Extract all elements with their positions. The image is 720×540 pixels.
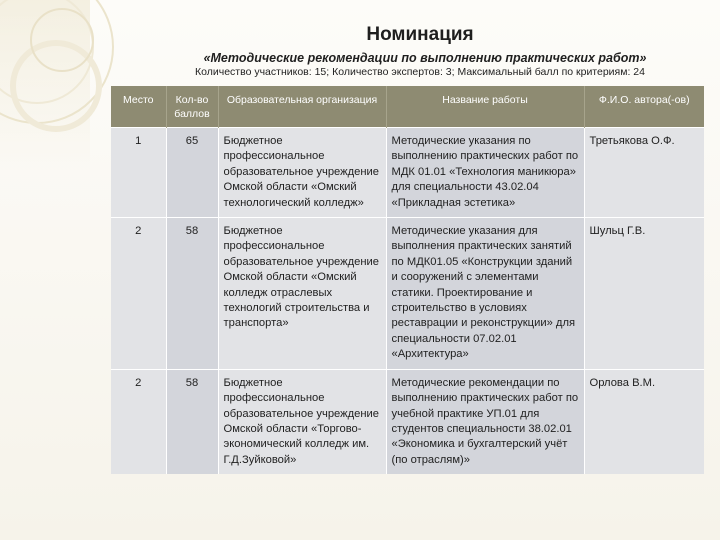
cell-author: Орлова В.М.: [584, 369, 704, 474]
cell-work: Методические рекомендации по выполнению практических работ по учебной практике УП.01 для студентов специальности 38.02.01 «Экономика и бухгалтерский учёт (по отраслям)»: [386, 369, 584, 474]
cell-organization: Бюджетное профессиональное образовательное учреждение Омской области «Омский колледж отраслевых технологий строительства и транспорта»: [218, 218, 386, 370]
cell-organization: Бюджетное профессиональное образовательное учреждение Омской области «Омский технологический колледж»: [218, 128, 386, 218]
cell-work: Методические указания по выполнению практических работ по МДК 01.01 «Технология маникюра» для специальности 43.02.04 «Прикладная эстетика»: [386, 128, 584, 218]
cell-place: 1: [111, 128, 166, 218]
table-row: [111, 369, 704, 474]
column-header-organization: Образовательная организация: [218, 86, 386, 128]
cell-work: Методические указания для выполнения практических занятий по МДК01.05 «Конструкции зданий и сооружений с элементами статики. Проектирование и строительство в условиях реставрации и реконструкции» для специальности 07.02.01 «Архитектура»: [386, 218, 584, 370]
cell-organization: Бюджетное профессиональное образовательное учреждение Омской области «Торгово-экономический колледж им. Г.Д.Зуйковой»: [218, 369, 386, 474]
column-header-score: Кол-во баллов: [166, 86, 218, 128]
cell-author: Третьякова О.Ф.: [584, 128, 704, 218]
cell-score: 58: [166, 369, 218, 474]
table-row: [111, 218, 704, 370]
table-header-row: [111, 86, 704, 128]
column-header-place: Место: [111, 86, 166, 128]
cell-score: 65: [166, 128, 218, 218]
page-title: Номинация: [366, 24, 474, 45]
cell-place: 2: [111, 369, 166, 474]
cell-score: 58: [166, 218, 218, 370]
column-header-work: Название работы: [386, 86, 584, 128]
nomination-subtitle: «Методические рекомендации по выполнению практических работ»: [203, 51, 647, 65]
cell-author: Шульц Г.В.: [584, 218, 704, 370]
competition-info: Количество участников: 15; Количество экспертов: 3; Максимальный балл по критериям: 24: [195, 66, 645, 78]
table-row: [111, 128, 704, 218]
results-table: [111, 86, 704, 474]
column-header-author: Ф.И.О. автора(-ов): [584, 86, 704, 128]
cell-place: 2: [111, 218, 166, 370]
